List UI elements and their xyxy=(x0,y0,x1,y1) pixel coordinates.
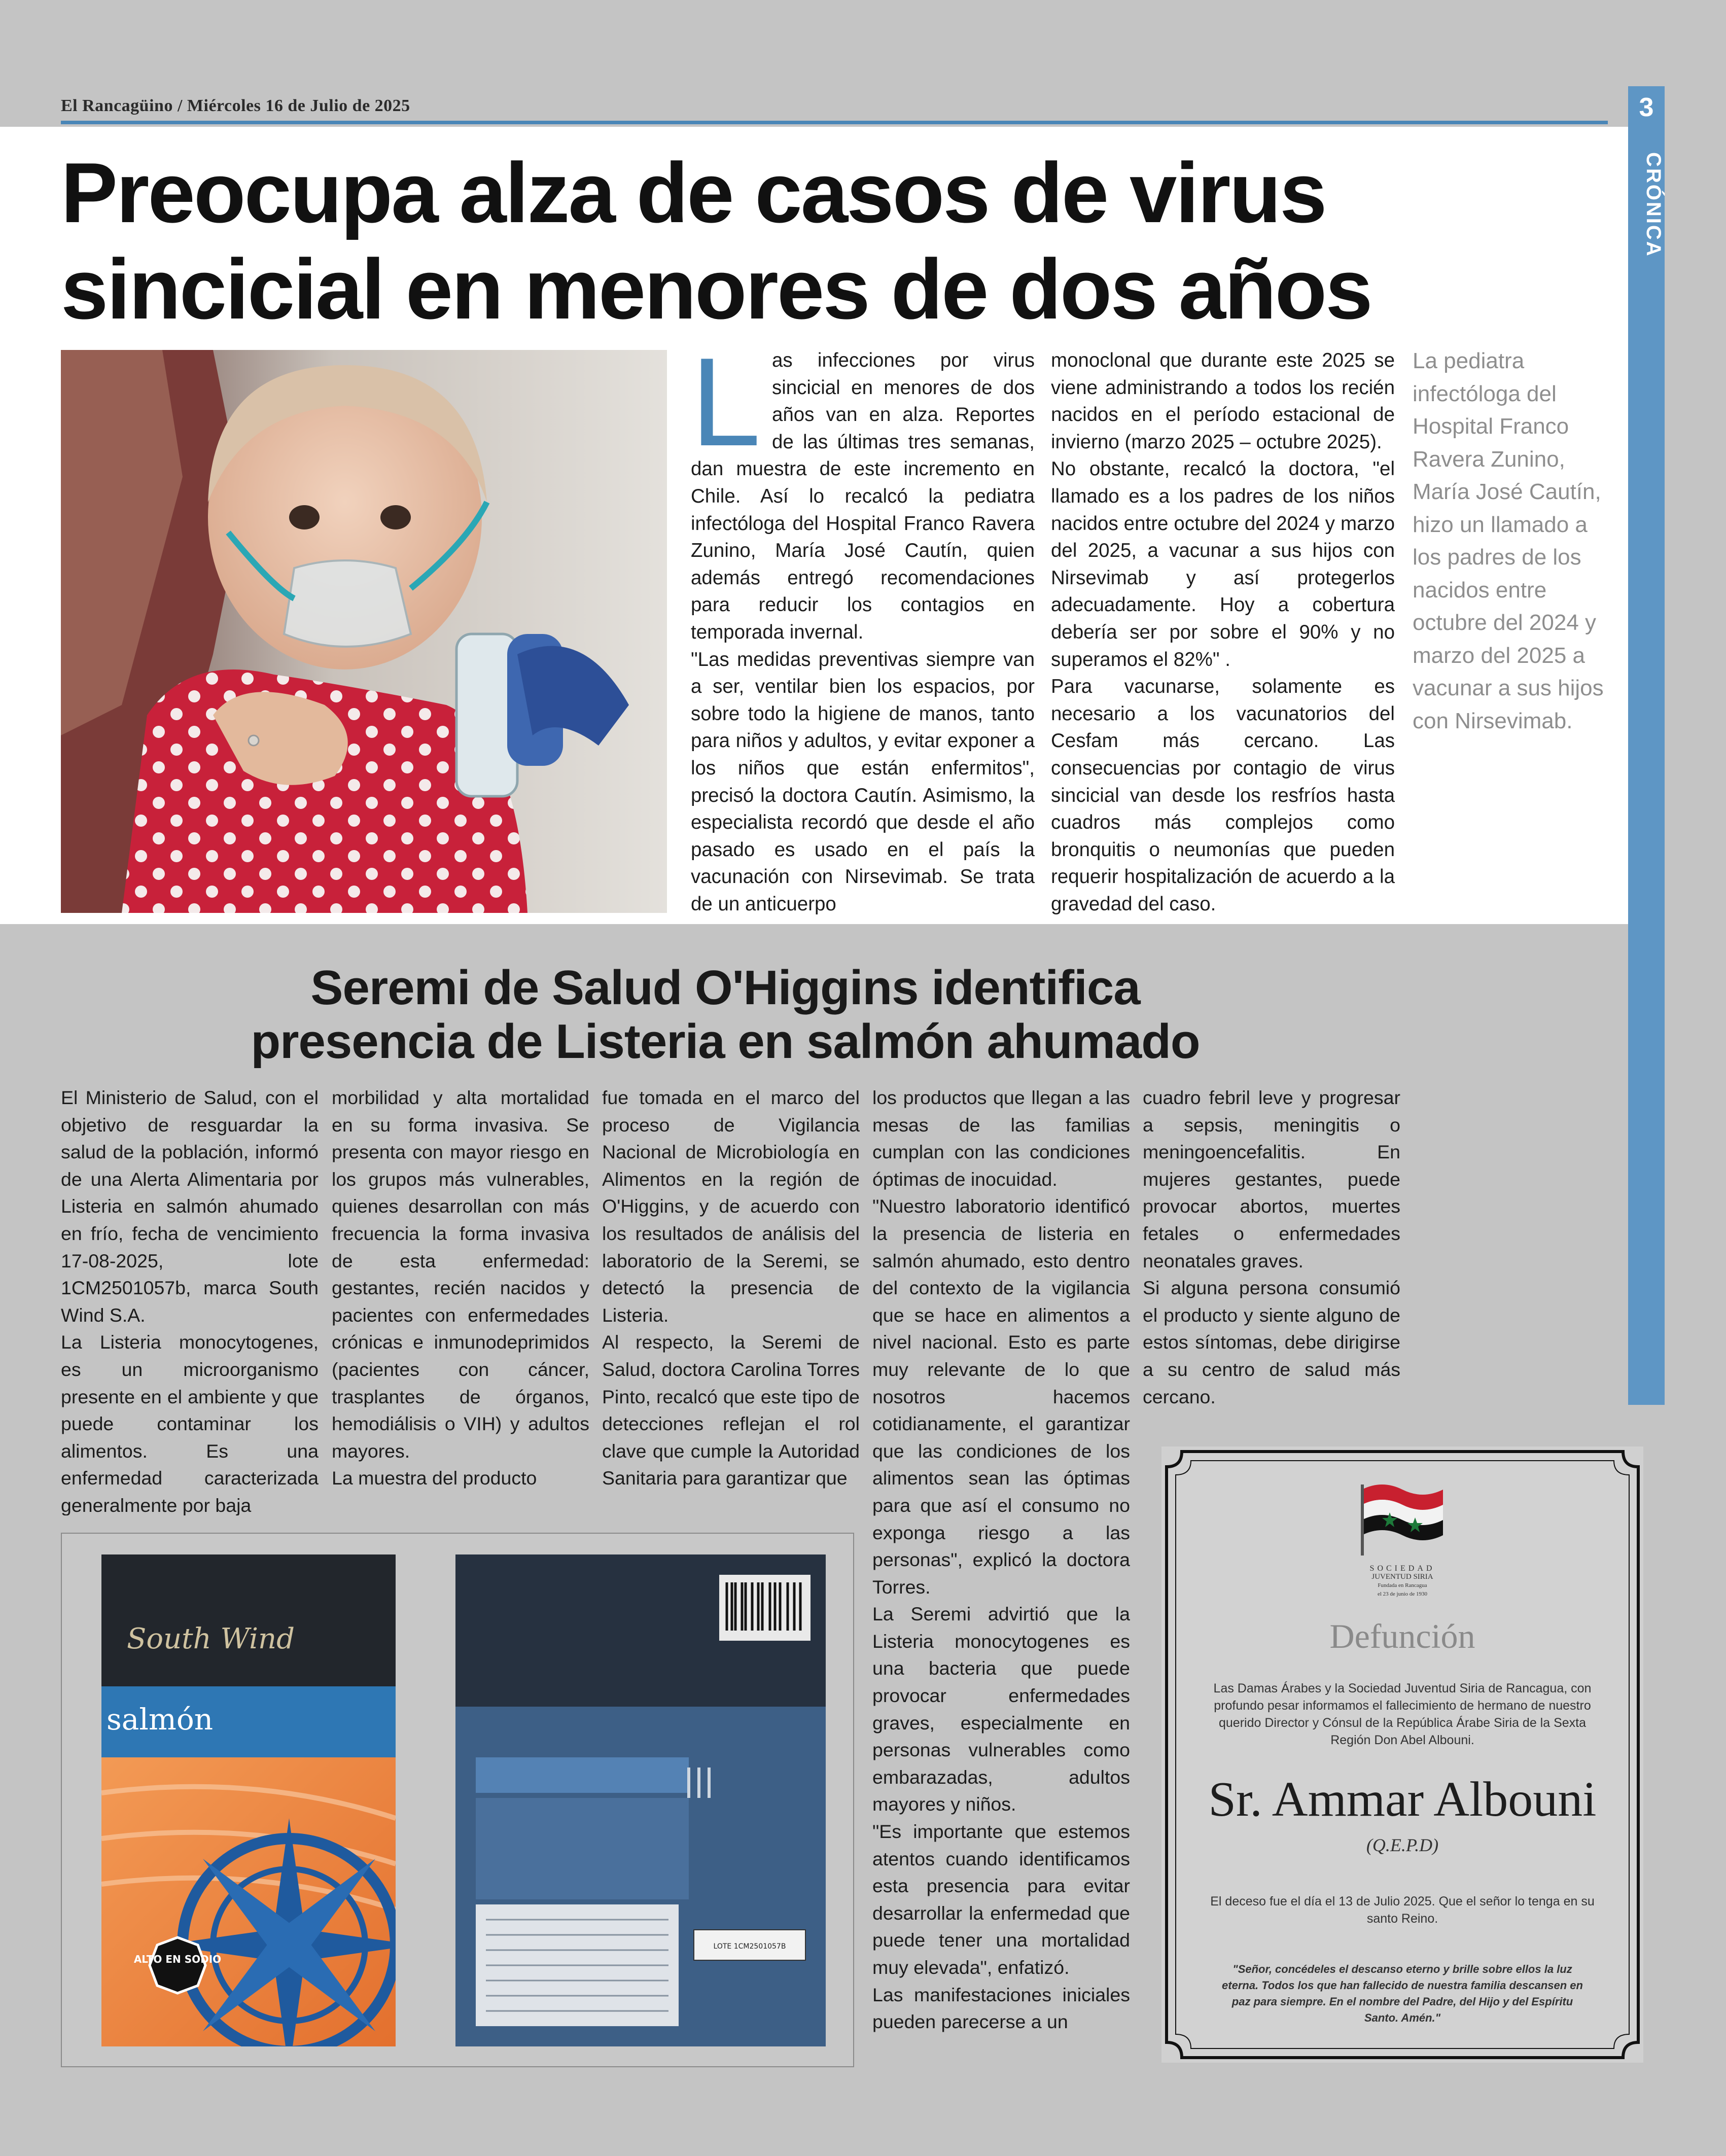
product-label: salmón xyxy=(107,1702,214,1737)
paragraph: La Seremi advirtió que la Listeria monocytogenes es una bacteria que puede provocar enfermedades graves, especialmente en personas vulnerables como embarazadas, adultos mayores y niños. xyxy=(872,1603,1130,1815)
salmon-front-image xyxy=(101,1554,396,2046)
paragraph: as infecciones por virus sincicial en menores de dos años van en alza. Reportes de las últimas tres semanas, dan muestra de este incremento en Chile. Así lo recalcó la pediatra infectóloga del Hospital Franco Ravera Zunino, María José Cautín, quien además entregó recomendaciones para reducir los contagios en temporada invernal. xyxy=(691,349,1035,643)
section-label: CRÓNICA xyxy=(1642,152,1665,258)
paragraph: los productos que llegan a las mesas de las familias cumplan con las condiciones óptimas de inocuidad. xyxy=(872,1087,1130,1190)
paragraph: La Listeria monocytogenes, es un microorganismo presente en el ambiente y que puede contaminar los alimentos. Es una enfermedad caracterizada generalmente por baja xyxy=(61,1331,319,1515)
paragraph: "Las medidas preventivas siempre van a ser, ventilar bien los espacios, por sobre todo la higiene de manos, tanto para niños y adultos, y evitar exponer a los niños que están enfermitos", precisó la doctora Cautín. Asimismo, la especialista recordó que desde el año pasado es usado en el país la vacunación con Nirsevimab. Se trata de un anticuerpo xyxy=(691,648,1035,915)
photo-child-nebulizer-image xyxy=(61,350,667,913)
photo-salmon-package-back xyxy=(455,1554,826,2046)
salmon-back-image xyxy=(455,1554,826,2046)
paragraph: No obstante, recalcó la doctora, "el llamado es a los padres de los niños nacidos entre octubre del 2024 y marzo del 2025, a vacunar a sus hijos con Nirsevimab y así protegerlos adecuadamente. Hoy a cobertura debería ser por sobre el 90% y no superamos el 82%" . xyxy=(1051,458,1395,670)
drop-cap: L xyxy=(691,347,761,472)
obituary-title: Defunción xyxy=(1329,1617,1475,1655)
paragraph: monoclonal que durante este 2025 se viene administrando a todos los recién nacidos en el período estacional de invierno (marzo 2025 – octubre 2025). xyxy=(1051,349,1395,453)
paragraph: Para vacunarse, solamente es necesario a los vacunatorios del Cesfam más cercano. Las consecuencias por contagio de virus sincicial van desde los resfríos hasta cuadros más complejos como bronquitis o neumonías que pueden requerir hospitalización de acuerdo a la gravedad del caso. xyxy=(1051,676,1395,915)
issue-date: Miércoles 16 de Julio de 2025 xyxy=(187,96,410,115)
lot-label: LOTE 1CM2501057B xyxy=(713,1942,786,1951)
publication-name: El Rancagüino xyxy=(61,96,173,115)
society-line: Fundada en Rancagua xyxy=(1378,1582,1427,1588)
page-number: 3 xyxy=(1639,93,1654,122)
barcode-icon xyxy=(719,1575,811,1641)
paragraph: El Ministerio de Salud, con el objetivo de resguardar la salud de la población, informó de una Alerta Alimentaria por Listeria en salmón ahumado en frío, fecha de vencimiento 17-08-2025, lote 1CM2501057b, marca South Wind S.A. xyxy=(61,1087,319,1326)
brand-script: South Wind xyxy=(127,1622,295,1655)
listeria-column-3 xyxy=(602,1084,860,1515)
masthead xyxy=(61,96,410,116)
deceased-name: Sr. Ammar Albouni xyxy=(1208,1772,1597,1827)
section-side-bar xyxy=(1628,86,1665,1405)
paragraph: Si alguna persona consumió el producto y siente alguno de estos síntomas, debe dirigirse a su centro de salud más cercano. xyxy=(1143,1277,1400,1407)
photo-salmon-package-front xyxy=(101,1554,396,2046)
society-line: SOCIEDAD xyxy=(1369,1564,1435,1573)
qepd: (Q.E.P.D) xyxy=(1366,1835,1439,1855)
obituary-date-text: El deceso fue el día el 13 de Julio 2025. Que el señor lo tenga en su santo Reino. xyxy=(1210,1894,1595,1926)
paragraph: "Nuestro laboratorio identificó la presencia de listeria en salmón ahumado, esto dentro del contexto de la vigilancia que se hace en alimentos a nivel nacional. Esto es parte muy relevante de lo que nosotros hacemos cotidianamente, el garantizar que las condiciones de los alimentos sean las óptimas para que así el consumo no exponga riesgo a las personas", explicó la doctora Torres. xyxy=(872,1195,1130,1598)
paragraph: "Es importante que estemos atentos cuando identificamos esta presencia para evitar desarrollar la enfermedad que puede tener una mortalidad muy elevada", enfatizó. xyxy=(872,1821,1130,1978)
masthead-separator: / xyxy=(177,96,183,115)
obituary-prayer: "Señor, concédeles el descanso eterno y brille sobre ellos la luz eterna. Todos los que han fallecido de nuestra familia descansen en paz para siempre. En el nombre del Padre, del Hijo y del Espíritu Santo. Amén." xyxy=(1222,1963,1583,2024)
paragraph: morbilidad y alta mortalidad en su forma invasiva. Se presenta con mayor riesgo en los grupos más vulnerables, quienes desarrollan con más frecuencia la forma invasiva de esta enfermedad: gestantes, recién nacidos y pacientes con enfermedades crónicas e inmunodeprimidos (pacientes con cáncer, trasplantes de órganos, hemodiálisis o VIH) y adultos mayores. xyxy=(332,1087,589,1462)
paragraph: fue tomada en el marco del proceso de Vigilancia Nacional de Microbiología en Alimentos en la región de O'Higgins, y de acuerdo con los resultados de análisis del laboratorio de la Seremi, se detectó la presencia de Listeria. xyxy=(602,1087,860,1326)
seal-text: ALTO EN SODIO xyxy=(133,1953,222,1965)
main-headline: Preocupa alza de casos de virus sincicial en menores de dos años xyxy=(61,145,1371,337)
listeria-column-1 xyxy=(61,1084,319,1515)
paragraph: Las manifestaciones iniciales pueden parecerse a un xyxy=(872,1984,1130,2033)
listeria-column-2 xyxy=(332,1084,589,1515)
obituary-announcement: Las Damas Árabes y la Sociedad Juventud Siria de Rancagua, con profundo pesar informamos el fallecimiento de hermano de nuestro querido Director y Cónsul de la República Árabe Siria de la Sexta Región Don Abel Albouni. xyxy=(1213,1681,1592,1747)
society-line: el 23 de junio de 1930 xyxy=(1377,1591,1428,1597)
flag-logo-icon xyxy=(1352,1474,1453,1561)
society-name xyxy=(1161,1564,1643,1599)
header-rule xyxy=(61,121,1608,124)
listeria-column-4 xyxy=(872,1084,1130,2063)
society-line: JUVENTUD SIRIA xyxy=(1371,1573,1433,1581)
obituary-notice xyxy=(1161,1446,1643,2063)
listeria-column-5 xyxy=(1143,1084,1400,1419)
article-column-2 xyxy=(1051,347,1395,920)
paragraph: cuadro febril leve y progresar a sepsis, meningitis o meningoencefalitis. En mujeres gestantes, puede provocar abortos, muertes fetales o enfermedades neonatales graves. xyxy=(1143,1087,1400,1271)
sidebar-pull-quote: La pediatra infectóloga del Hospital Franco Ravera Zunino, María José Cautín, hizo un llamado a los padres de los nacidos entre octubre del 2024 y marzo del 2025 a vacunar a sus hijos con Nirsevimab. xyxy=(1413,348,1604,733)
article-column-1 xyxy=(691,347,1035,920)
paragraph: Al respecto, la Seremi de Salud, doctora Carolina Torres Pinto, recalcó que este tipo de detecciones reflejan el rol clave que cumple la Autoridad Sanitaria para garantizar que xyxy=(602,1331,860,1489)
photo-child-nebulizer xyxy=(61,350,667,913)
secondary-headline: Seremi de Salud O'Higgins identifica presencia de Listeria en salmón ahumado xyxy=(251,961,1200,1069)
paragraph: La muestra del producto xyxy=(332,1467,537,1489)
